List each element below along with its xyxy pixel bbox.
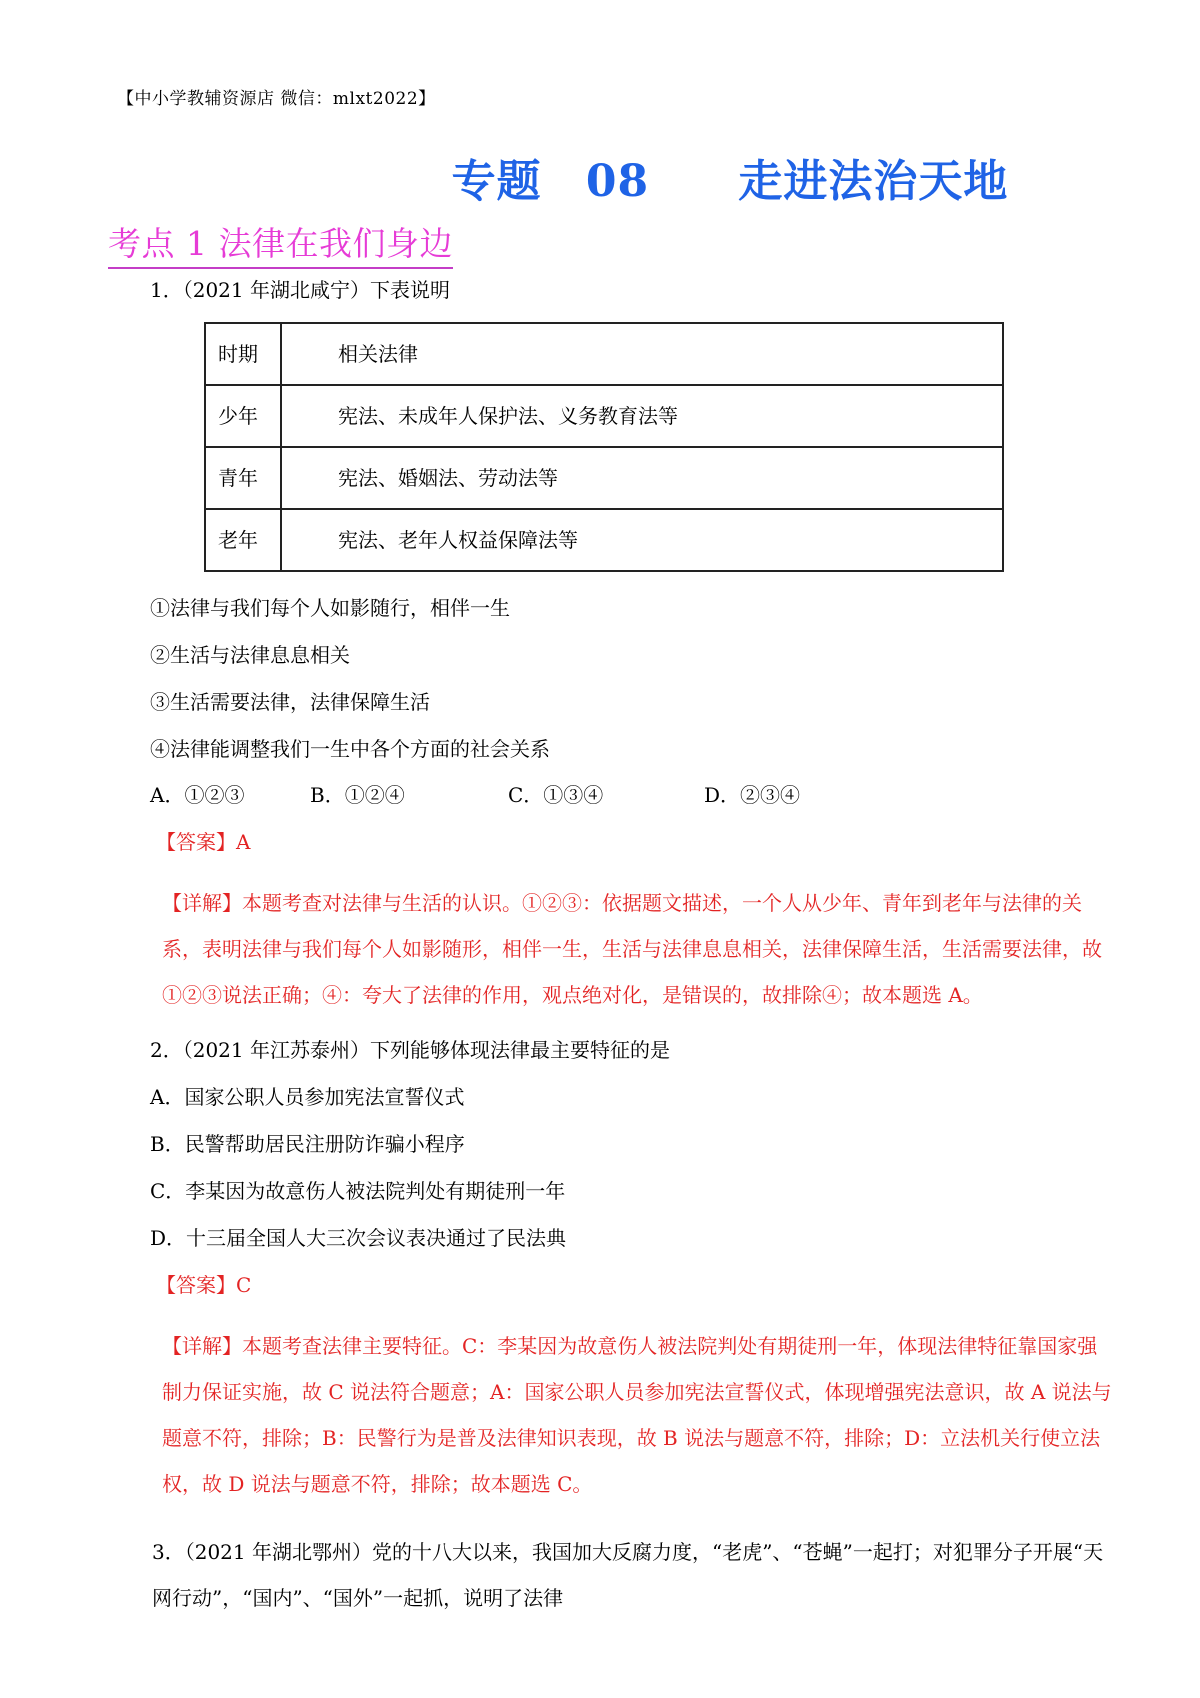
- law-table: [204, 322, 1004, 572]
- option-d: D．②③④: [704, 783, 801, 807]
- document-body: [150, 278, 1112, 1621]
- detail-1: 【详解】本题考查对法律与生活的认识。①②③：依据题文描述，一个人从少年、青年到老年与法律的关系，表明法律与我们每个人如影随形，相伴一生，生活与法律息息相关，法律保障生活，生活需要法律，故①②③说法正确；④：夸大了法律的作用，观点绝对化，是错误的，故排除④；故本题选 A。: [162, 891, 1102, 1007]
- detail-2: 【详解】本题考查法律主要特征。C：李某因为故意伤人被法院判处有期徒刑一年，体现法律特征靠国家强制力保证实施，故 C 说法符合题意；A：国家公职人员参加宪法宣誓仪式，体现增强宪法意识，故 A 说法与题意不符，排除；B：民警行为是普及法律知识表现，故 B 说法与题意不符，排除；D：立法机关行使立法权，故 D 说法与题意不符，排除；故本题选 C。: [162, 1334, 1112, 1496]
- answer-2: 【答案】C: [156, 1273, 252, 1297]
- table-header-period: 时期: [205, 323, 281, 385]
- question-3-block: [112, 1529, 1104, 1621]
- table-row: [205, 509, 1003, 571]
- answer-1: 【答案】A: [156, 830, 251, 854]
- question-1-stem: 1．（2021 年湖北咸宁）下表说明: [150, 278, 450, 302]
- table-cell-period: 老年: [205, 509, 281, 571]
- question-2-stem: 2．（2021 年江苏泰州）下列能够体现法律最主要特征的是: [150, 1038, 670, 1062]
- table-row: [205, 385, 1003, 447]
- statement-4: ④法律能调整我们一生中各个方面的社会关系: [150, 737, 550, 761]
- question-1-options: [150, 785, 1100, 805]
- table-cell-laws: 宪法、婚姻法、劳动法等: [281, 447, 1003, 509]
- table-cell-period: 少年: [205, 385, 281, 447]
- choice-b: B．民警帮助居民注册防诈骗小程序: [150, 1132, 465, 1156]
- detail-2-block: [112, 1323, 1112, 1507]
- option-a: A．①②③: [150, 783, 245, 807]
- detail-1-block: [112, 880, 1102, 1018]
- choice-c: C．李某因为故意伤人被法院判处有期徒刑一年: [150, 1179, 566, 1203]
- table-header-row: [205, 323, 1003, 385]
- statement-1: ①法律与我们每个人如影随行，相伴一生: [150, 596, 510, 620]
- page-title: 专题 08 走进法治天地: [451, 156, 1009, 207]
- question-3-stem: 3．（2021 年湖北鄂州）党的十八大以来，我国加大反腐力度，“老虎”、“苍蝇”一起打；对犯罪分子开展“天网行动”，“国内”、“国外”一起抓，说明了法律: [152, 1540, 1104, 1610]
- table-cell-laws: 宪法、老年人权益保障法等: [281, 509, 1003, 571]
- table-cell-laws: 宪法、未成年人保护法、义务教育法等: [281, 385, 1003, 447]
- choice-a: A．国家公职人员参加宪法宣誓仪式: [150, 1085, 465, 1109]
- table-row: [205, 447, 1003, 509]
- statement-3: ③生活需要法律，法律保障生活: [150, 690, 430, 714]
- option-b: B．①②④: [310, 783, 405, 807]
- table-header-laws: 相关法律: [281, 323, 1003, 385]
- choice-d: D．十三届全国人大三次会议表决通过了民法典: [150, 1226, 567, 1250]
- section-heading: 考点 1 法律在我们身边: [108, 218, 453, 269]
- header-note: 【中小学教辅资源店 微信：mlxt2022】: [117, 89, 436, 109]
- option-c: C．①③④: [508, 783, 604, 807]
- statement-2: ②生活与法律息息相关: [150, 643, 350, 667]
- table-cell-period: 青年: [205, 447, 281, 509]
